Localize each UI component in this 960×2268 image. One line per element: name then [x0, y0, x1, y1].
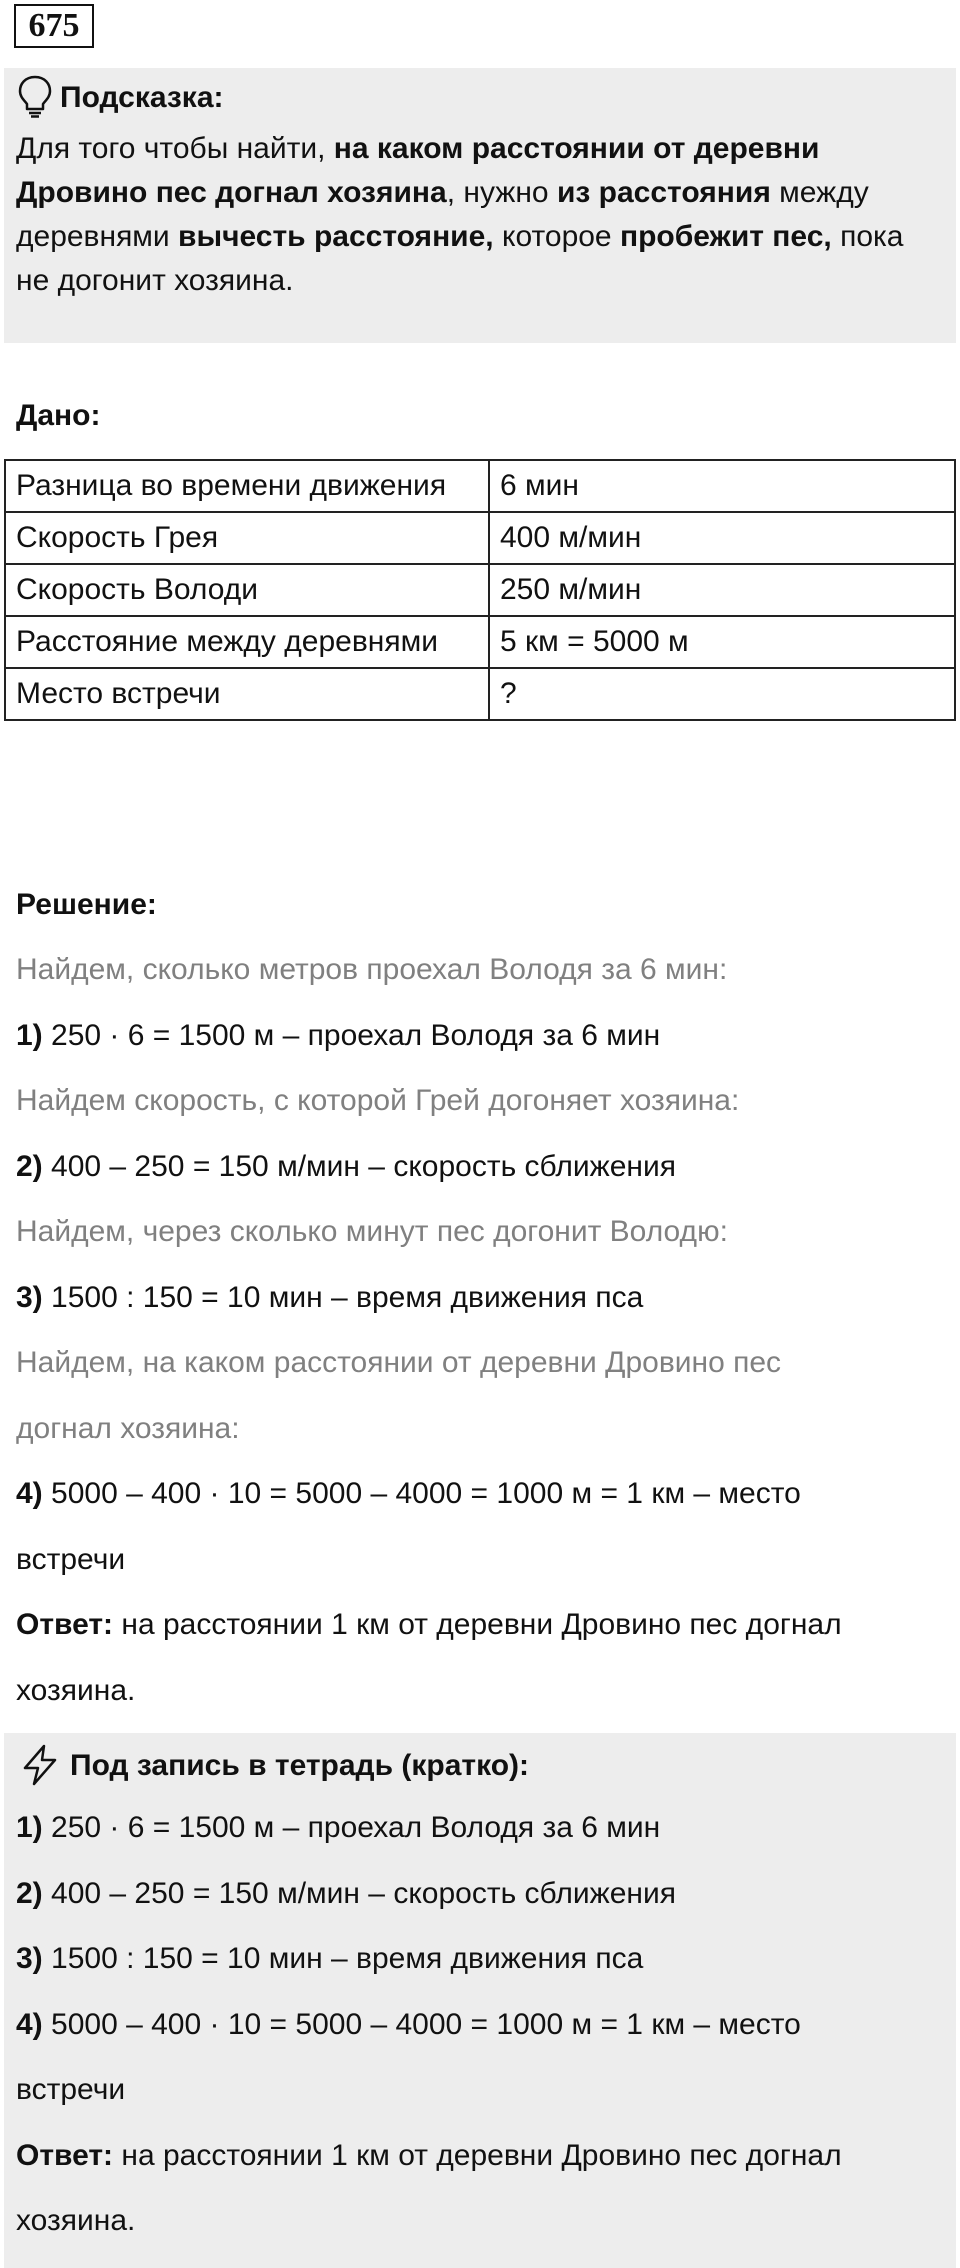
given-label: Место встречи — [5, 668, 489, 720]
text-line — [16, 1134, 946, 1200]
step-text: 250 · 6 = 1500 м – проехал Володя за 6 мин — [42, 1018, 661, 1052]
given-value: ? — [489, 668, 955, 720]
given-value: 250 м/мин — [489, 564, 955, 616]
step-explanation: Найдем скорость, с которой Грей догоняет хозяина: — [16, 1084, 740, 1117]
hint-text — [16, 127, 936, 303]
step-text: встречи — [16, 1542, 126, 1576]
hint-box — [4, 68, 956, 343]
given-label: Скорость Грея — [5, 512, 489, 564]
text-line — [16, 1396, 946, 1462]
step-explanation: Найдем, через сколько минут пес догонит Володю: — [16, 1215, 728, 1248]
step-label: 3) — [16, 1280, 43, 1314]
step-label: 1) — [16, 1811, 43, 1844]
text-line — [16, 1592, 946, 1658]
step-label: 4) — [16, 2007, 43, 2041]
solution-title: Решение: — [16, 888, 157, 921]
given-row — [5, 512, 955, 564]
step-text: 400 – 250 = 150 м/мин – скорость сближения — [42, 1149, 676, 1183]
text-line — [16, 2057, 946, 2123]
hint-title: Подсказка: — [60, 81, 224, 114]
step-text: 5000 – 400 · 10 = 5000 – 4000 = 1000 м = 1 км – место — [42, 2007, 801, 2041]
text-line — [16, 1199, 946, 1265]
step-label: 1) — [16, 1018, 43, 1052]
text-line — [16, 1795, 946, 1861]
step-explanation: Найдем, сколько метров проехал Володя за 6 мин: — [16, 953, 728, 986]
lightning-icon — [18, 1743, 62, 1787]
hint-emphasis: из расстояния — [556, 176, 771, 209]
given-label: Разница во времени движения — [5, 460, 489, 512]
text-line — [16, 1330, 946, 1396]
text-line — [16, 937, 946, 1003]
given-row — [5, 668, 955, 720]
text-line — [16, 1003, 946, 1069]
text-line — [16, 2123, 946, 2189]
step-text: 1500 : 150 = 10 мин – время движения пса — [42, 1942, 644, 1975]
hint-fragment: , нужно — [446, 176, 557, 209]
step-label: 2) — [16, 1149, 43, 1183]
step-text: 5000 – 400 · 10 = 5000 – 4000 = 1000 м = 1 км – место — [42, 1477, 801, 1510]
hint-fragment: Для того чтобы найти, — [16, 132, 334, 165]
short-notes-box — [4, 1733, 956, 2268]
hint-emphasis: на каком расстоянии от деревни Дровино пес догнал хозяина — [16, 132, 820, 209]
given-value: 6 мин — [489, 460, 955, 512]
problem-number: 675 — [14, 4, 94, 48]
hint-emphasis: вычесть расстояние, — [178, 220, 494, 253]
step-text: хозяина. — [16, 2204, 136, 2237]
hint-emphasis: пробежит пес, — [619, 220, 832, 253]
step-explanation: догнал хозяина: — [16, 1411, 240, 1445]
step-text: 1500 : 150 = 10 мин – время движения пса — [42, 1280, 644, 1314]
step-text: хозяина. — [16, 1673, 136, 1707]
hint-fragment: пока не догонит хозяина. — [16, 220, 904, 297]
step-text: 400 – 250 = 150 м/мин – скорость сближения — [42, 1876, 676, 1910]
step-text: встречи — [16, 2073, 126, 2106]
text-line — [16, 1861, 946, 1927]
step-text: на расстоянии 1 км от деревни Дровино пес догнал — [113, 2138, 842, 2172]
given-row — [5, 460, 955, 512]
text-line — [16, 1658, 946, 1724]
given-row — [5, 564, 955, 616]
step-label: Ответ: — [16, 2138, 114, 2172]
given-row — [5, 616, 955, 668]
step-explanation: Найдем, на каком расстоянии от деревни Дровино пес — [16, 1346, 782, 1379]
given-title: Дано: — [16, 399, 101, 432]
step-label: 2) — [16, 1876, 43, 1910]
text-line — [16, 1992, 946, 2058]
text-line — [16, 1068, 946, 1134]
given-value: 5 км = 5000 м — [489, 616, 955, 668]
step-label: Ответ: — [16, 1608, 114, 1641]
text-line — [16, 1265, 946, 1331]
step-text: на расстоянии 1 км от деревни Дровино пес догнал — [113, 1608, 842, 1641]
lightbulb-icon — [16, 74, 54, 118]
text-line — [16, 1461, 946, 1527]
step-text: 250 · 6 = 1500 м – проехал Володя за 6 мин — [42, 1811, 661, 1844]
given-label: Расстояние между деревнями — [5, 616, 489, 668]
given-table — [4, 459, 956, 721]
step-label: 4) — [16, 1477, 43, 1510]
text-line — [16, 2188, 946, 2254]
hint-fragment: которое — [493, 220, 620, 253]
given-label: Скорость Володи — [5, 564, 489, 616]
text-line — [16, 1527, 946, 1593]
given-value: 400 м/мин — [489, 512, 955, 564]
short-notes-title: Под запись в тетрадь (кратко): — [70, 1749, 530, 1782]
hint-fragment: между деревнями — [16, 176, 869, 253]
text-line — [16, 1926, 946, 1992]
step-label: 3) — [16, 1942, 43, 1975]
